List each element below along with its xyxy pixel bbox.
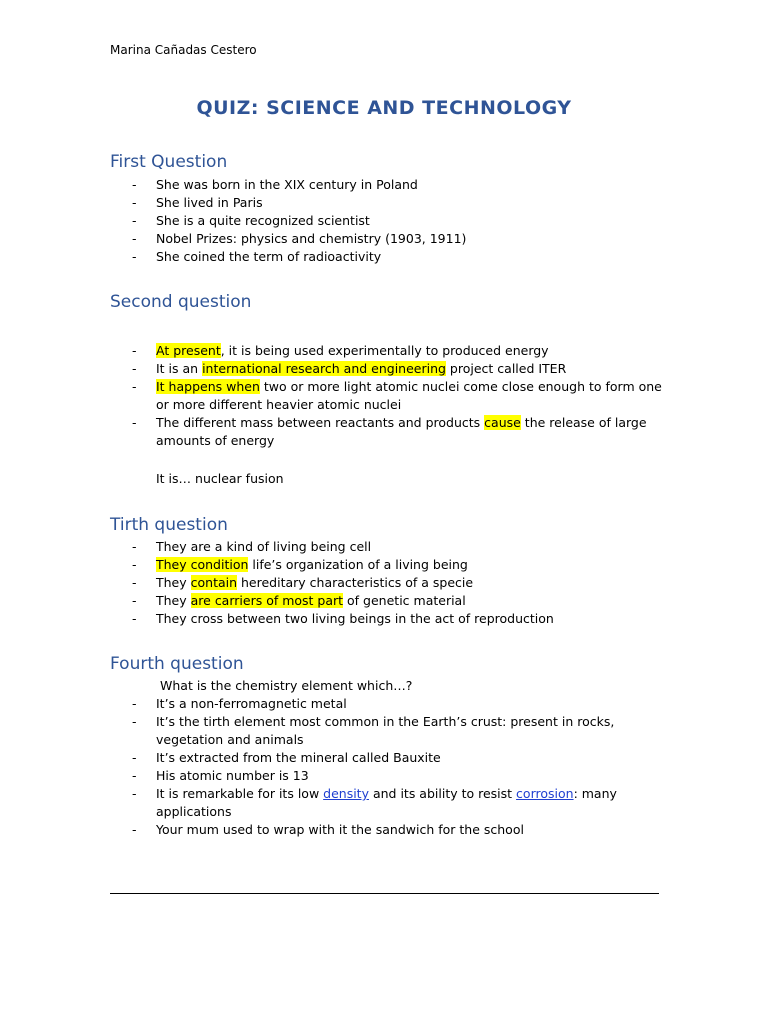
item-text: : many applications [156, 786, 617, 819]
list-item [110, 360, 670, 378]
list-item: - She is a quite recognized scientist [110, 212, 670, 230]
highlighted-text: are carriers of most part [190, 593, 344, 608]
highlighted-text: cause [484, 415, 521, 430]
density-link[interactable]: density [323, 786, 369, 801]
page-title: QUIZ: SCIENCE AND TECHNOLOGY [196, 97, 572, 119]
fourth-question-intro: What is the chemistry element which…? [160, 678, 413, 693]
footer-divider [110, 893, 659, 894]
item-text: hereditary characteristics of a specie [237, 575, 474, 590]
item-text: project called ITER [445, 361, 567, 376]
list-item: - Nobel Prizes: physics and chemistry (1903, 1911) [110, 230, 670, 248]
list-item [110, 574, 670, 592]
list-item: - It’s the tirth element most common in the Earth’s crust: present in rocks, vegetation and animals [110, 713, 670, 749]
list-item: - She lived in Paris [110, 194, 670, 212]
item-text: two or more light atomic nuclei come close enough to form one or more different heavier atomic nuclei [156, 379, 662, 412]
fourth-question-list [110, 695, 670, 839]
list-item [110, 785, 670, 821]
highlighted-text: At present [156, 343, 221, 358]
corrosion-link[interactable]: corrosion [516, 786, 574, 801]
list-item: - His atomic number is 13 [110, 767, 670, 785]
author-name: Marina Cañadas Cestero [110, 43, 257, 57]
list-item: - It’s extracted from the mineral called Bauxite [110, 749, 670, 767]
highlighted-text: international research and engineering [202, 361, 446, 376]
second-question-answer: It is… nuclear fusion [156, 471, 284, 486]
item-text: The different mass between reactants and products [156, 415, 485, 430]
item-text: of genetic material [343, 593, 466, 608]
highlighted-text: contain [190, 575, 238, 590]
heading-second-question: Second question [110, 292, 252, 312]
list-item: - She coined the term of radioactivity [110, 248, 670, 266]
list-item: - They cross between two living beings in the act of reproduction [110, 610, 670, 628]
third-question-list [110, 538, 670, 628]
list-item: - It’s a non-ferromagnetic metal [110, 695, 670, 713]
second-question-list [110, 342, 670, 450]
highlighted-text: They condition [156, 557, 249, 572]
list-item [110, 556, 670, 574]
list-item [110, 592, 670, 610]
highlighted-text: It happens when [156, 379, 260, 394]
list-item [110, 378, 670, 414]
item-text: It is an [156, 361, 203, 376]
item-text: and its ability to resist [368, 786, 517, 801]
list-item [110, 342, 670, 360]
item-text: , it is being used experimentally to produced energy [220, 343, 549, 358]
item-text: They [156, 593, 191, 608]
item-text: the release of large amounts of energy [156, 415, 647, 448]
list-item: - They are a kind of living being cell [110, 538, 670, 556]
item-text: life’s organization of a living being [248, 557, 468, 572]
heading-first-question: First Question [110, 152, 228, 172]
list-item [110, 414, 670, 450]
list-item: - Your mum used to wrap with it the sandwich for the school [110, 821, 670, 839]
list-item: - She was born in the XIX century in Poland [110, 176, 670, 194]
first-question-list [110, 176, 670, 266]
item-text: They [156, 575, 191, 590]
heading-third-question: Tirth question [110, 515, 228, 535]
heading-fourth-question: Fourth question [110, 654, 244, 674]
item-text: It is remarkable for its low [156, 786, 324, 801]
